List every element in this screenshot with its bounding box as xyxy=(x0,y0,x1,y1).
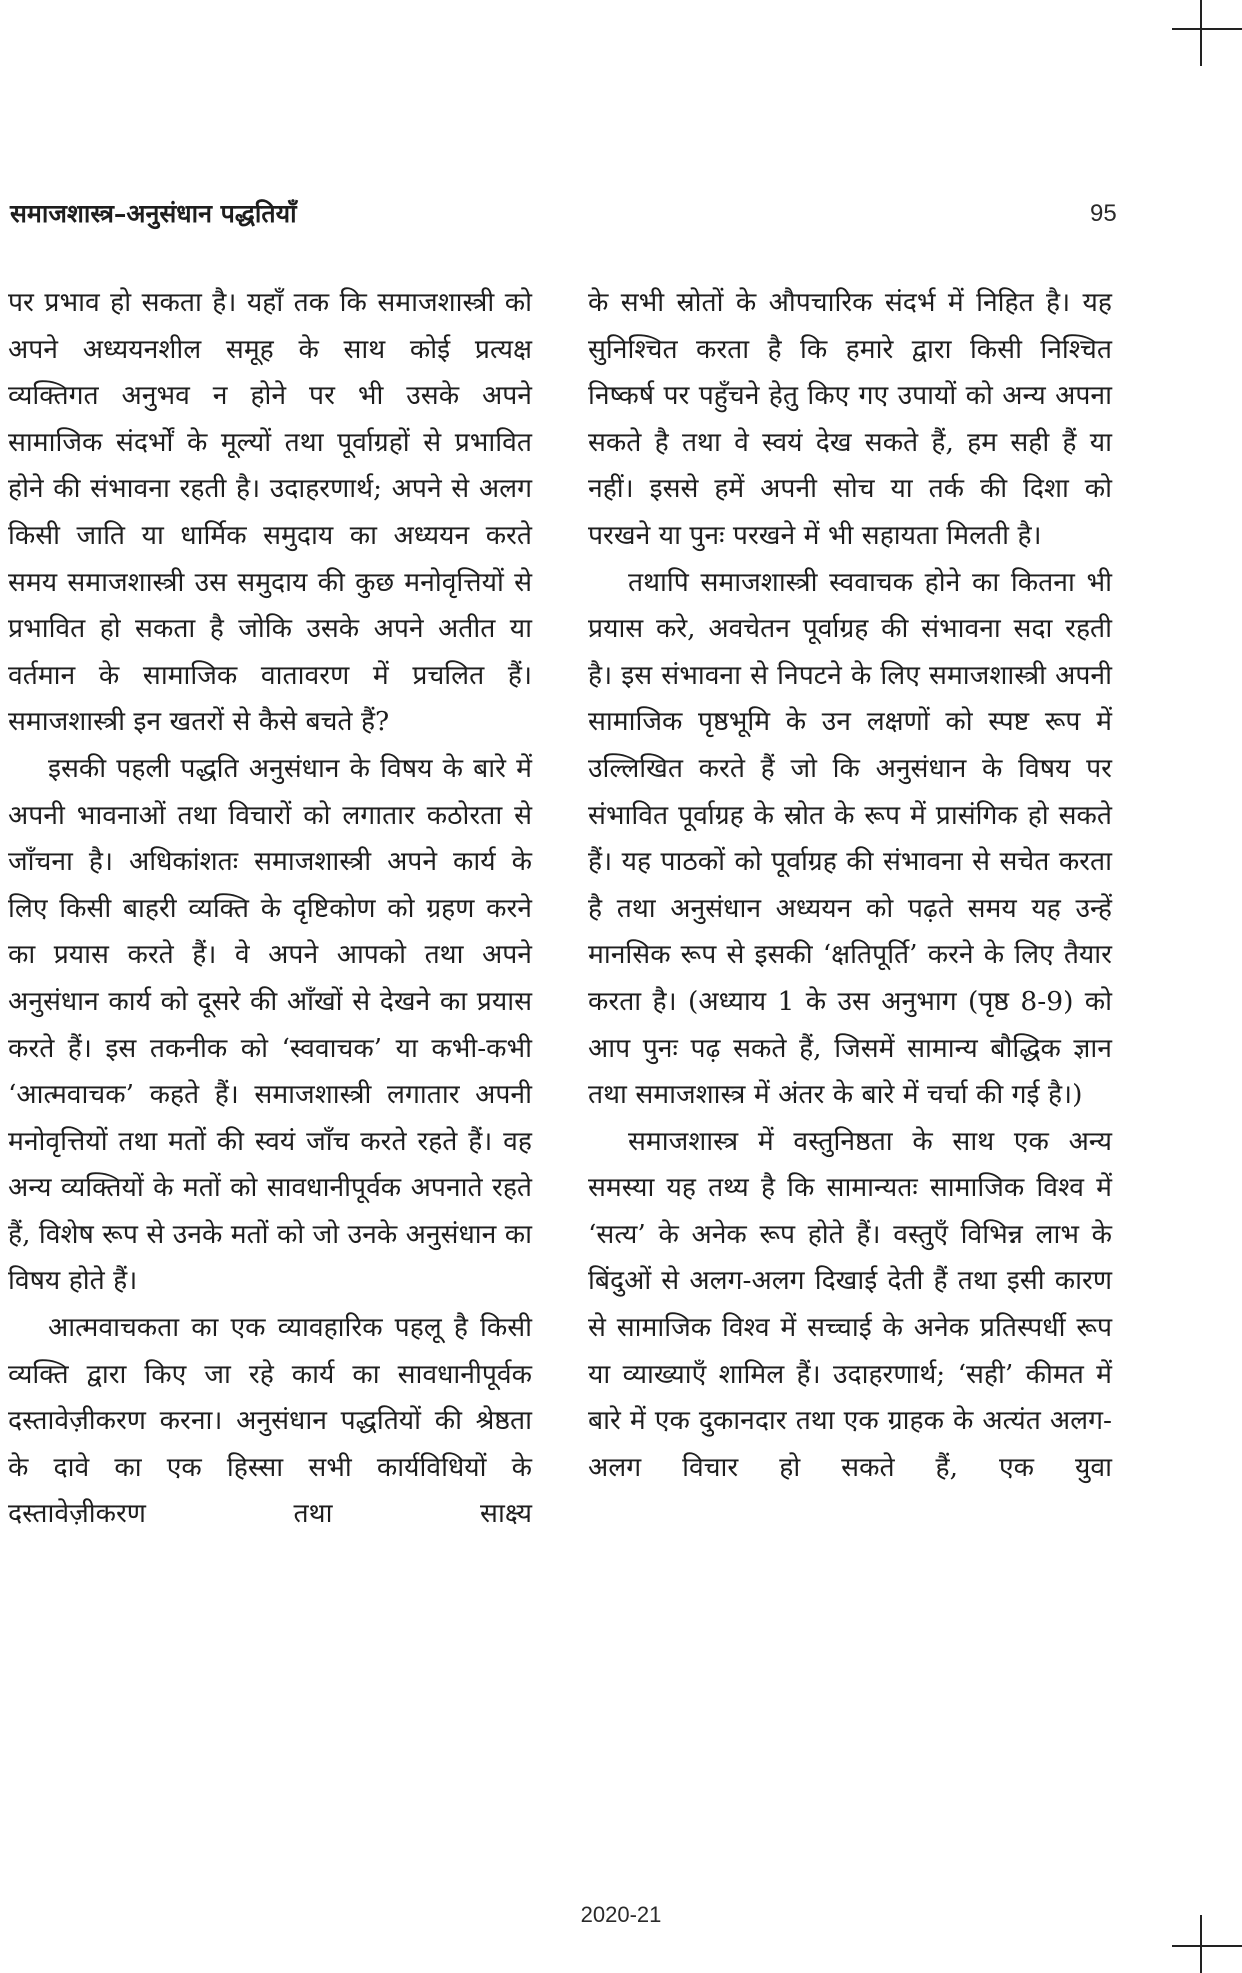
right-paragraph-3: समाजशास्त्र में वस्तुनिष्ठता के साथ एक अन्य समस्या यह तथ्य है कि सामान्यतः सामाजिक विश्व में ‘सत्य’ के अनेक रूप होते हैं। वस्तुएँ विभिन्न लाभ के बिंदुओं से अलग-अलग दिखाई देती हैं तथा इसी कारण से सामाजिक विश्व में सच्चाई के अनेक प्रतिस्पर्धी रूप या व्याख्याएँ शामिल हैं। उदाहरणार्थ; ‘सही’ कीमत में बारे में एक दुकानदार तथा एक ग्राहक के अत्यंत अलग-अलग विचार हो सकते हैं, एक युवा xyxy=(588,1125,1112,1483)
crop-mark-top-right-vertical xyxy=(1200,0,1202,66)
footer-year: 2020-21 xyxy=(580,1902,662,1927)
running-head-title: समाजशास्त्र–अनुसंधान पद्धतियाँ xyxy=(10,199,297,228)
page-number: 95 xyxy=(1090,200,1117,227)
crop-mark-top-right-horizontal xyxy=(1172,28,1242,30)
right-paragraph-2: तथापि समाजशास्त्री स्ववाचक होने का कितना भी प्रयास करे, अवचेतन पूर्वाग्रह की संभावना सदा रहती है। इस संभावना से निपटने के लिए समाजशास्त्री अपनी सामाजिक पृष्ठभूमि के उन लक्षणों को स्पष्ट रूप में उल्लिखित करते हैं जो कि अनुसंधान के विषय पर संभावित पूर्वाग्रह के स्रोत के रूप में प्रासंगिक हो सकते हैं। यह पाठकों को पूर्वाग्रह की संभावना से सचेत करता है तथा अनुसंधान अध्ययन को पढ़ते समय यह उन्हें मानसिक रूप से इसकी ‘क्षतिपूर्ति’ करने के लिए तैयार करता है। (अध्याय 1 के उस अनुभाग (पृष्ठ 8-9) को आप पुनः पढ़ सकते हैं, जिसमें सामान्य बौद्धिक ज्ञान तथा समाजशास्त्र में अंतर के बारे में चर्चा की गई है।) xyxy=(588,566,1112,1111)
left-column xyxy=(8,280,532,1538)
right-paragraph-1: के सभी स्रोतों के औपचारिक संदर्भ में निहित है। यह सुनिश्चित करता है कि हमारे द्वारा किसी निश्चित निष्कर्ष पर पहुँचने हेतु किए गए उपायों को अन्य अपना सकते है तथा वे स्वयं देख सकते हैं, हम सही हैं या नहीं। इससे हमें अपनी सोच या तर्क की दिशा को परखने या पुनः परखने में भी सहायता मिलती है। xyxy=(588,287,1112,551)
left-paragraph-2: इसकी पहली पद्धति अनुसंधान के विषय के बारे में अपनी भावनाओं तथा विचारों को लगातार कठोरता से जाँचना है। अधिकांशतः समाजशास्त्री अपने कार्य के लिए किसी बाहरी व्यक्ति के दृष्टिकोण को ग्रहण करने का प्रयास करते हैं। वे अपने आपको तथा अपने अनुसंधान कार्य को दूसरे की आँखों से देखने का प्रयास करते हैं। इस तकनीक को ‘स्ववाचक’ या कभी-कभी ‘आत्मवाचक’ कहते हैं। समाजशास्त्री लगातार अपनी मनोवृत्तियों तथा मतों की स्वयं जाँच करते रहते हैं। वह अन्य व्यक्तियों के मतों को सावधानीपूर्वक अपनाते रहते हैं, विशेष रूप से उनके मतों को जो उनके अनुसंधान का विषय होते हैं। xyxy=(8,752,532,1297)
crop-mark-bottom-right-horizontal xyxy=(1172,1945,1242,1947)
left-paragraph-3: आत्मवाचकता का एक व्यावहारिक पहलू है किसी व्यक्ति द्वारा किए जा रहे कार्य का सावधानीपूर्वक दस्तावेज़ीकरण करना। अनुसंधान पद्धतियों की श्रेष्ठता के दावे का एक हिस्सा सभी कार्यविधियों के दस्तावेज़ीकरण तथा साक्ष्य xyxy=(8,1312,532,1530)
right-column xyxy=(588,280,1112,1491)
left-paragraph-1: पर प्रभाव हो सकता है। यहाँ तक कि समाजशास्त्री को अपने अध्ययनशील समूह के साथ कोई प्रत्यक्ष व्यक्तिगत अनुभव न होने पर भी उसके अपने सामाजिक संदर्भों के मूल्यों तथा पूर्वाग्रहों से प्रभावित होने की संभावना रहती है। उदाहरणार्थ; अपने से अलग किसी जाति या धार्मिक समुदाय का अध्ययन करते समय समाजशास्त्री उस समुदाय की कुछ मनोवृत्तियों से प्रभावित हो सकता है जोकि उसके अपने अतीत या वर्तमान के सामाजिक वातावरण में प्रचलित हैं। समाजशास्त्री इन खतरों से कैसे बचते हैं? xyxy=(8,287,532,738)
